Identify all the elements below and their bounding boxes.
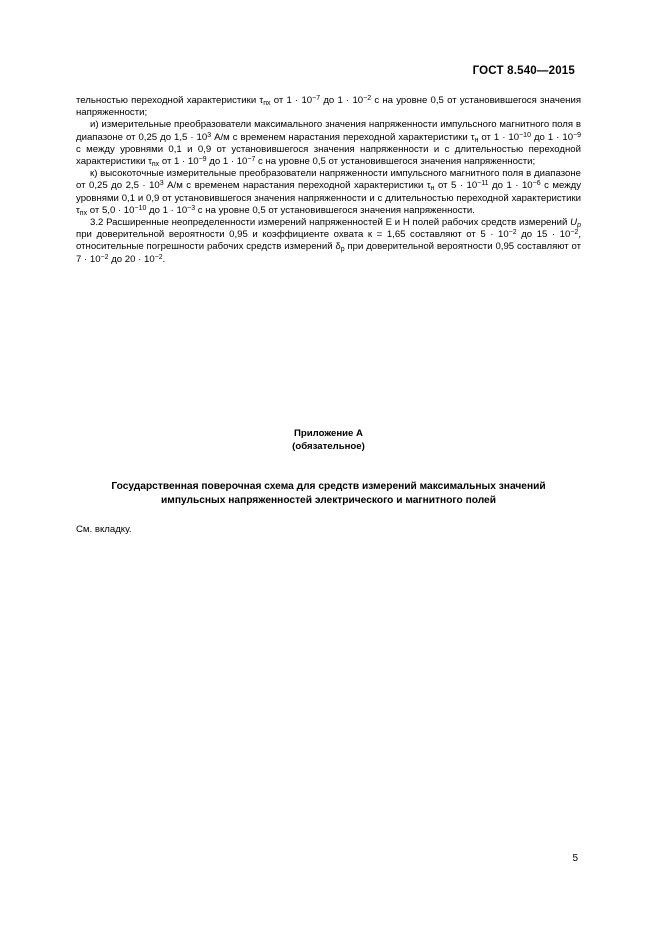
appendix-title-line-1: Государственная поверочная схема для средств измерений максимальных значений [111,481,546,492]
appendix-title [76,480,581,508]
appendix-status: (обязательное) [292,440,365,452]
see-insert-note: См. вкладку. [76,524,132,535]
appendix-label: Приложение А [294,428,363,439]
paragraph-continuation: тельностью переходной характеристики $\tau_{пх}$ от $1 \cdot 10^{-7}$ до $1 \cdot 10^{-2}$ с на уровне 0,5 от установившегося значения напряженности; [76,95,582,119]
paragraph-item-k: к) высокоточные измерительные преобразователи напряженности импульсного магнитного поля в диапазоне от 0,25 до $2,5 \cdot 10^3$ А/м с временем нарастания переходной характеристики $\tau_н$ от $5 \cdot 10^{-11}$ до $1 \cdot 10^{-6}$ с между уровнями 0,1 и 0,9 от установившегося значения напряженности и с длительностью переходной характеристики $\tau_{пх}$ от $5,0 \cdot 10^{-10}$ до $1 \cdot 10^{-3}$ с на уровне 0,5 от установившегося значения напряженности. [76,168,582,217]
document-header: ГОСТ 8.540—2015 [472,65,575,77]
appendix-heading [76,428,581,453]
paragraph-3-2: 3.2 Расширенные неопределенности измерений напряженностей Е и Н полей рабочих средств измерений $U_p$ при доверительной вероятности 0,95 и коэффициенте охвата к = 1,65 составляют от $5 \cdot 10^{-2}$ до $15 \cdot 10^{-2}$, относительные погрешности рабочих средств измерений $\delta_p$ при доверительной вероятности 0,95 составляют от $7 \cdot 10^{-2}$ до $20 \cdot 10^{-2}$. [76,217,581,265]
paragraph-item-i: и) измерительные преобразователи максимального значения напряженности импульсного магнитного поля в диапазоне от 0,25 до $1,5 \cdot 10^3$ А/м с временем нарастания переходной характеристики $\tau_н$ от $1 \cdot 10^{-10}$ до $1 \cdot 10^{-9}$ с между уровнями 0,1 и 0,9 от установившегося значения напряженности и с длительностью переходной характеристики $\tau_{пх}$ от $1 \cdot 10^{-9}$ до $1 \cdot 10^{-7}$ с на уровне 0,5 от установившегося значения напряженности; [76,119,582,169]
main-text [76,95,581,266]
page-number: 5 [572,853,578,864]
appendix-title-line-2: импульсных напряженностей электрического и магнитного полей [161,495,496,506]
